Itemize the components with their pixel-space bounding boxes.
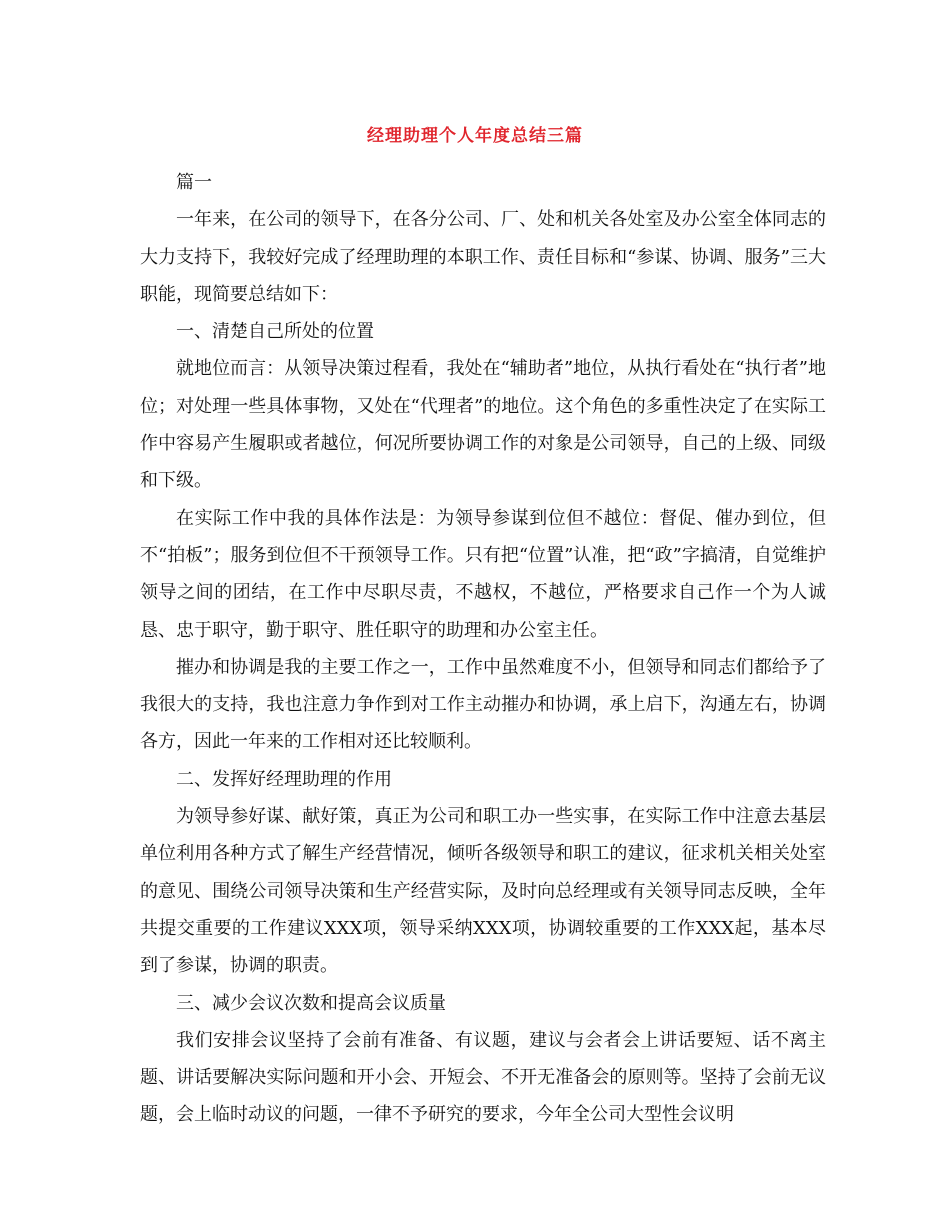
section-label: 篇一 <box>176 172 212 193</box>
document-title: 经理助理个人年度总结三篇 <box>367 126 583 146</box>
paragraph: 一年来，在公司的领导下，在各分公司、厂、处和机关各处室及办公室全体同志的大力支持下，我较好完成了经理助理的本职工作、责任目标和“参谋、协调、服务”三大职能，现简要总结如下： <box>140 209 826 305</box>
section-heading: 三、减少会议次数和提高会议质量 <box>176 992 446 1014</box>
paragraph: 我们安排会议坚持了会前有准备、有议题，建议与会者会上讲话要短、话不离主题、讲话要解决实际问题和开小会、开短会、不开无准备会的原则等。坚持了会前无议题，会上临时动议的问题，一律不予研究的要求，今年全公司大型性会议明 <box>140 1029 826 1126</box>
section-heading: 一、清楚自己所处的位置 <box>176 321 374 343</box>
section-heading: 二、发挥好经理助理的作用 <box>176 768 392 790</box>
paragraph: 在实际工作中我的具体作法是：为领导参谋到位但不越位：督促、催办到位，但不“拍板”；服务到位但不干预领导工作。只有把“位置”认准，把“政”字搞清，自觉维护领导之间的团结，在工作中尽职尽责，不越权，不越位，严格要求自己作一个为人诚恳、忠于职守，勤于职守、胜任职守的助理和办公室主任。 <box>140 507 826 641</box>
document-body <box>140 164 826 1134</box>
paragraph: 摧办和协调是我的主要工作之一，工作中虽然难度不小，但领导和同志们都给予了我很大的支持，我也注意力争作到对工作主动摧办和协调，承上启下，沟通左右，协调各方，因此一年来的工作相对还比较顺利。 <box>140 656 826 753</box>
paragraph: 为领导参好谋、献好策，真正为公司和职工办一些实事，在实际工作中注意去基层单位利用各种方式了解生产经营情况，倾听各级领导和职工的建议，征求机关相关处室的意见、围绕公司领导决策和生产经营实际，及时向总经理或有关领导同志反映，全年共提交重要的工作建议XXX项，领导采纳XXX项，协调较重要的工作XXX起，基本尽到了参谋，协调的职责。 <box>140 806 826 977</box>
paragraph: 就地位而言：从领导决策过程看，我处在“辅助者”地位，从执行看处在“执行者”地位；对处理一些具体事物，又处在“代理者”的地位。这个角色的多重性决定了在实际工作中容易产生履职或者越位，何况所要协调工作的对象是公司领导，自己的上级、同级和下级。 <box>140 358 826 492</box>
